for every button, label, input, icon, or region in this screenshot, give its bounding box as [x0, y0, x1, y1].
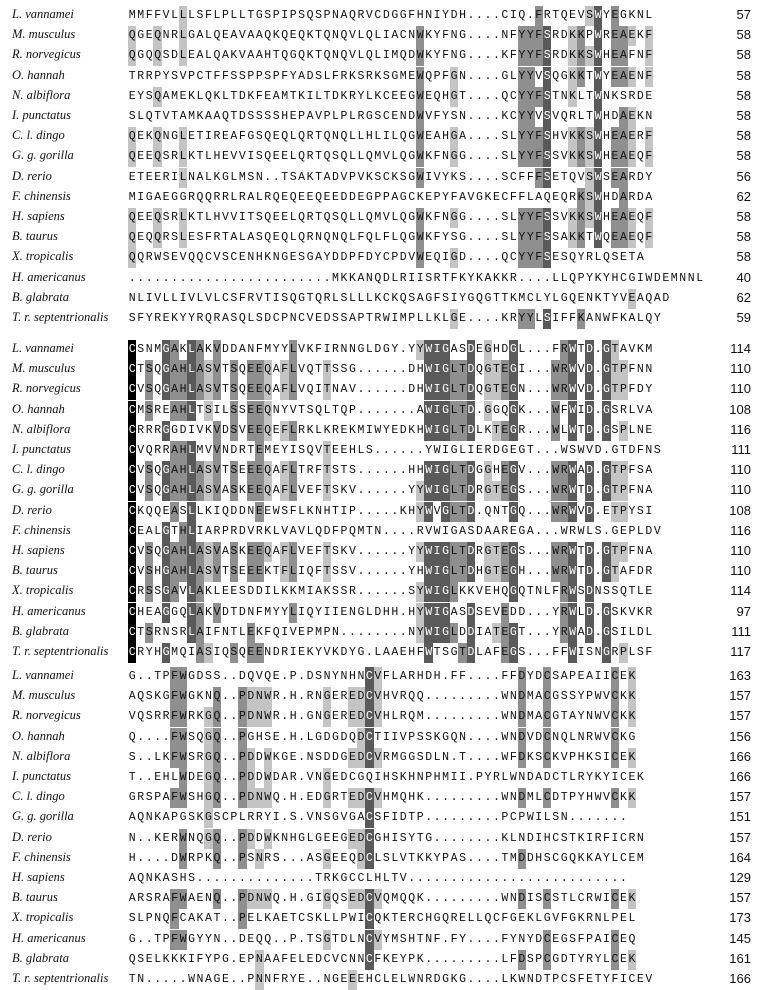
species-name: F. chinensis — [12, 849, 71, 864]
species-name: H. americanus — [12, 603, 86, 618]
residue-position: 58 — [736, 229, 751, 245]
species-name: F. chinensis — [12, 188, 71, 203]
residue-position: 97 — [736, 603, 751, 619]
residue-position: 111 — [731, 623, 751, 639]
residue-position: 58 — [736, 108, 751, 123]
residue-position: 58 — [736, 27, 751, 43]
residue-position: 166 — [729, 769, 751, 784]
sequence-residues: C E A L G T H L I A R P R D V R K L V A V L Q D F P Q M T N . . . . R V W I G A S D A A R E G A . . . W R W L S . G E P L D V — [128, 522, 662, 542]
species-name: D. rerio — [12, 829, 52, 844]
residue-position: 161 — [729, 950, 751, 966]
sequence-residues: A Q S K G F W G K N Q . . P D N W R . H . R N G E R E D C V H V R Q Q . . . . . . . . . W N D M A C G S S Y P W V C K K — [128, 687, 636, 707]
species-name: B. taurus — [12, 563, 58, 578]
species-name: H. americanus — [12, 269, 86, 284]
species-name: C. l. dingo — [12, 789, 65, 804]
residue-position: 58 — [736, 47, 751, 63]
species-name: L. vannamei — [12, 7, 74, 21]
alignment-row — [0, 147, 771, 167]
residue-position: 56 — [736, 168, 751, 184]
residue-position: 108 — [729, 502, 751, 518]
residue-position: 110 — [730, 462, 751, 478]
residue-position: 129 — [729, 870, 751, 885]
residue-position: 57 — [736, 7, 751, 22]
sequence-residues: C V S Q G A H L A S V A S K E E Q A F L V E F T S K V . . . . . . Y Y W I G L T D R G T E G S . . . W R W T D . G T P F N A — [128, 481, 653, 501]
alignment-row — [0, 849, 771, 869]
alignment-row — [0, 889, 771, 909]
sequence-residues: A R S R A F W A E N Q . . P D N W Q . H . G I G Q S E D C V Q M Q Q K . . . . . . . . . W N D I S C S T L C R W I C E K — [128, 889, 636, 909]
species-name: T. r. septentrionalis — [12, 644, 109, 658]
sequence-residues: G . . T P F W G Y Y N . . D E Q Q . . P . T S G T D L N C V Y M S H T N F . F Y . . . . F Y N Y D C E G S F P A I C E Q — [128, 930, 636, 950]
species-name: H. sapiens — [12, 870, 65, 884]
species-name: B. glabrata — [12, 623, 69, 638]
alignment-row — [0, 67, 771, 87]
residue-position: 157 — [729, 890, 751, 906]
sequence-residues: Q E Q Q R S L E S F R T A L A S Q E Q L Q R N Q N Q L F Q L F L Q G W K F Y S G . . . . S L Y Y F S S A K K T W Q E A E Q F — [128, 228, 653, 248]
alignment-row — [0, 380, 771, 400]
alignment-row — [0, 309, 771, 329]
alignment-row — [0, 188, 771, 208]
sequence-residues: N . . K E R W N Q G Q . . P D D W K N H G L G E E G E D C G H I S Y T G . . . . . . . . K L N D I H C S T K I R F I C R N — [128, 829, 645, 849]
residue-position: 157 — [729, 688, 751, 704]
sequence-residues: C V S Q G A H L A S V A S K E E Q A F L V E F T S K V . . . . . . Y Y W I G L T D R G T E G S . . . W R W T D . G T P F N A — [128, 542, 653, 562]
sequence-residues: C K Q Q E A S L L K I Q D D N E E W S F L K N H T I P . . . . . K H Y W V G L T D . Q N T G Q . . . W R W V D . E T P Y S I — [128, 502, 653, 522]
residue-position: 114 — [730, 583, 751, 599]
sequence-residues: C T S R N S R L A I F N T L E K F Q I V E P M P N . . . . . . . . N Y W I G L D D I A T E G T . . . Y R W A D . G S I L D L — [128, 623, 653, 643]
species-name: T. r. septentrionalis — [12, 310, 109, 324]
alignment-row — [0, 788, 771, 808]
sequence-residues: Q . . . . F W S Q G Q . . P G H S E . H . L G D G D Q D C T I I V P S S K G Q N . . . . W N D V D C N Q L N R W V C K G — [128, 728, 636, 748]
alignment-row — [0, 87, 771, 107]
species-name: O. hannah — [12, 67, 65, 82]
species-name: I. punctatus — [12, 108, 72, 122]
alignment-row — [0, 707, 771, 727]
sequence-residues: V Q S R R F W R K G Q . . P D N W R . H . G N G E R E D C V H L R Q M . . . . . . . . . W N D M A C G T A Y N W V C K K — [128, 707, 636, 727]
alignment-row — [0, 46, 771, 66]
species-name: M. musculus — [12, 361, 76, 376]
alignment-row — [0, 289, 771, 309]
sequence-residues: C S N M G A K L A K V D D A N F M Y Y L V K F I R N N G L D G Y . Y Y W I G A S D E G H D G L . . . F R W T D . G T A V K M — [128, 340, 653, 360]
alignment-row — [0, 808, 771, 828]
alignment-row — [0, 208, 771, 228]
sequence-residues: Q E E Q S R L K T L H E V V I S Q E E L Q R T Q S Q L L Q M V L Q G W K F N G G . . . . S L Y Y F S S V K K S W H E A E Q F — [128, 147, 653, 167]
sequence-residues: C V S Q G A H L A S V T S Q E E Q A F L V Q I T N A V . . . . . . D H W I G L T D Q G T E G N . . . W R W V D . G T P F D Y — [128, 380, 653, 400]
species-name: R. norvegicus — [12, 47, 81, 62]
alignment-row — [0, 728, 771, 748]
alignment-row — [0, 603, 771, 623]
residue-position: 116 — [730, 421, 751, 437]
sequence-residues: C H E A G G Q L A K V D T D N F M Y Y L I Q Y I I E N G L D H H . H Y W I G A S D S E V E D D . . . Y R W L D . G S K V K R — [128, 603, 653, 623]
alignment-row — [0, 269, 771, 289]
sequence-residues: H . . . . D W R P K Q . . P S N R S . . . A S G E E Q D C L S L V T K K Y P A S . . . . T M D D H S C G Q K K A Y L C E M — [128, 849, 645, 869]
residue-position: 40 — [736, 269, 751, 285]
sequence-residues: C M S R E A H L T S I L S S E E Q N Y V T S Q L T Q P . . . . . . . A W I G L T D . G G Q G K . . . W F W I D . G S R L V A — [128, 401, 653, 421]
residue-position: 58 — [736, 67, 751, 83]
residue-position: 58 — [736, 128, 751, 144]
alignment-row — [0, 401, 771, 421]
alignment-row — [0, 461, 771, 481]
sequence-residues: Q G E Q N R L G A L Q E A V A A Q K Q E Q K T Q N Q V L Q L I A C N W K Y F N G . . . . N F Y Y F S R D K K P W R E A E K F — [128, 26, 653, 46]
sequence-residues: Q Q R W S E V Q Q C V S C E N H K N G E S G A Y D D P F D Y C P D V W E Q I G D . . . . Q C Y Y F S E S Q Y R L Q S E T A — [128, 248, 645, 268]
sequence-residues: Q S E L K K K I F Y P G . E P N A A F E L E D C V C N N C F K E Y P K . . . . . . . . . L F D S P C G D T Y R Y L C E K — [128, 950, 636, 970]
species-name: G. g. gorilla — [12, 148, 74, 163]
residue-position: 58 — [736, 249, 751, 265]
residue-position: 110 — [730, 482, 751, 498]
species-name: X. tropicalis — [12, 910, 74, 925]
alignment-row — [0, 248, 771, 268]
species-name: F. chinensis — [12, 522, 71, 537]
species-name: B. glabrata — [12, 289, 69, 304]
residue-position: 116 — [730, 522, 751, 538]
alignment-row — [0, 502, 771, 522]
sequence-residues: Q E K Q N G L E T I R E A F G S Q E Q L Q R T Q N Q L L H L I L Q G W E A H G A . . . . S L Y Y F S H V K K S W H E A E R F — [128, 127, 653, 147]
sequence-residues: E Y S Q A M E K L Q K L T D K F E A M T K I L T D K R Y L K C E E G W E Q H G T . . . . Q C Y Y F S T N K L T W N K S R D E — [128, 87, 653, 107]
residue-position: 111 — [731, 442, 751, 457]
sequence-residues: C R Y H G M Q I A S I Q S Q E E N D R I E K Y V K D Y G . L A A E H F W T S G T D L A F E G S . . . F F W I S N G R P L S F — [128, 643, 653, 663]
residue-position: 157 — [729, 829, 751, 845]
residue-position: 110 — [730, 543, 751, 558]
residue-position: 62 — [736, 289, 751, 305]
sequence-residues: S . . L K F W S R G Q . . P D D W K G E . N S D D G E D C V R M G G S D L N . T . . . . W F D K S C K V P H K S I C E K — [128, 748, 636, 768]
species-name: B. taurus — [12, 229, 58, 244]
species-name: D. rerio — [12, 502, 52, 517]
species-name: R. norvegicus — [12, 708, 81, 723]
species-name: M. musculus — [12, 27, 76, 42]
alignment-row — [0, 909, 771, 929]
species-name: L. vannamei — [12, 341, 74, 355]
alignment-row — [0, 360, 771, 380]
sequence-residues: T N . . . . . W N A G E . . P N N F R Y E . . N G E E E H C L E L W N R D G K G . . . . L K W N D T P C S F E T Y F I C E V — [128, 970, 653, 990]
alignment-row — [0, 829, 771, 849]
species-name: N. albiflora — [12, 87, 71, 102]
sequence-residues: M M F F V L L L S F L P L L T G S P I P S Q S P N A Q R V C D G G F H N I Y D H . . . . C I Q . F R T Q E V S W Y E G K N L — [128, 6, 653, 26]
alignment-row — [0, 522, 771, 542]
alignment-row — [0, 481, 771, 501]
residue-position: 58 — [736, 87, 751, 103]
alignment-row — [0, 107, 771, 127]
residue-position: 151 — [729, 809, 751, 825]
species-name: N. albiflora — [12, 421, 71, 436]
alignment-row — [0, 562, 771, 582]
sequence-residues: S L P N Q F C A K A T . . P E L K A E T C S K L L P W I C Q K T E R C H G Q R E L L Q C F G E K L G V F G K R N L P E L — [128, 909, 636, 929]
species-name: G. g. gorilla — [12, 482, 74, 497]
species-name: I. punctatus — [12, 769, 72, 783]
species-name: L. vannamei — [12, 668, 74, 682]
sequence-residues: Q E E Q S R L K T L H V V I T S Q E E L Q R T Q S Q L L Q M V L Q G W K F N G G . . . . S L Y Y F S S V K K S W H E A E Q F — [128, 208, 653, 228]
alignment-row — [0, 623, 771, 643]
residue-position: 117 — [730, 644, 751, 659]
residue-position: 110 — [730, 381, 751, 397]
alignment-row — [0, 26, 771, 46]
residue-position: 62 — [736, 188, 751, 204]
sequence-residues: G R S P A F W S H G Q . . P D N W Q . H . E D G R T E D C V H M Q H K . . . . . . . . . W N D M L C D T P Y H W V C K K — [128, 788, 636, 808]
residue-position: 166 — [729, 971, 751, 986]
sequence-residues: A Q N K A S H S . . . . . . . . . . . . . . T R K G C C L H L T V . . . . . . . . . . . . . . . . . . . . . . . . . . — [128, 872, 627, 885]
alignment-row — [0, 950, 771, 970]
alignment-row — [0, 542, 771, 562]
alignment-row — [0, 340, 771, 360]
residue-position: 59 — [736, 310, 751, 325]
residue-position: 173 — [729, 910, 751, 926]
sequence-residues: S L Q T V T A M K A A Q T D S S S S H E P A V P L P L R G S C E N D W V F Y S N . . . . K C Y Y V S V Q R L T W H D A E K N — [128, 107, 653, 127]
sequence-residues: M I G A E G G R Q Q R R L R A L R Q E Q E E Q E E D D E G P P A G C K E P Y F A V G K E C F F L A Q E Q R K S W H D A R D A — [128, 188, 653, 208]
alignment-row — [0, 127, 771, 147]
residue-position: 108 — [729, 401, 751, 417]
sequence-residues: E T E E R I L N A L K G L M S N . . T S A K T A D V P V K S C K S G W I V Y K S . . . . S C F F F S E T Q V S W S E A R D Y — [128, 168, 653, 188]
residue-position: 145 — [729, 930, 751, 946]
alignment-row — [0, 421, 771, 441]
species-name: T. r. septentrionalis — [12, 971, 109, 985]
sequence-residues: . . . . . . . . . . . . . . . . . . . . . . . . M K K A N Q D L R I I S R T F K Y K A K K R . . . . L L Q P Y K Y H C G I W D E M N N L — [128, 271, 704, 285]
species-name: N. albiflora — [12, 748, 71, 763]
species-name: B. glabrata — [12, 950, 69, 965]
alignment-row — [0, 667, 771, 687]
sequence-residues: T . . E H L W D E G Q . . P D D W D A R . V N G E D C G Q I H S K H N P H M I I . P Y R L W N D A D C T L R Y K Y I C E K — [128, 768, 645, 788]
sequence-residues: Q G Q Q S D L E A L Q A K V A A H T Q G Q K T Q N Q V L Q L I M Q D W K Y F N G . . . . K F Y Y F S R D K K S W H E A F N F — [128, 46, 653, 66]
species-name: O. hannah — [12, 728, 65, 743]
sequence-residues: C V Q R R A H L M V V N D R T E M E Y I S Q V T E E H L S . . . . . . Y W I G L I E R D G E G T . . . W S W V D . G T D F N S — [128, 441, 662, 461]
sequence-residues: C V S H G A H L A S V T S E E E K T F L I Q F T S S V . . . . . . Y H W I G L T D H G T E G H . . . W R W T D . G T A F D R — [128, 562, 653, 582]
species-name: O. hannah — [12, 401, 65, 416]
sequence-residues: A Q N K A P G S K G S C P L R R Y I . S . V N S G V G A C S F I D T P . . . . . . . . . P C P W I L S N . . . . . . . — [128, 808, 628, 828]
residue-position: 58 — [736, 148, 751, 164]
alignment-row — [0, 441, 771, 461]
sequence-residues: N L I V L L I V L V L C S F R V T I S Q G T Q R L S L L L K C K Q S A G F S I Y G Q G T T K M C L Y L G Q E N K T Y V E A Q A D — [128, 289, 670, 309]
species-name: R. norvegicus — [12, 381, 81, 396]
species-name: M. musculus — [12, 688, 76, 703]
residue-position: 166 — [729, 748, 751, 764]
species-name: H. sapiens — [12, 543, 65, 557]
residue-position: 114 — [730, 341, 751, 356]
alignment-row — [0, 168, 771, 188]
species-name: X. tropicalis — [12, 583, 74, 598]
species-name: B. taurus — [12, 890, 58, 905]
alignment-row — [0, 748, 771, 768]
species-name: C. l. dingo — [12, 462, 65, 477]
alignment-row — [0, 6, 771, 26]
sequence-residues: T R R P Y S V P C T F F S S P P S P F Y A D S L F R K S R K S G M E W Q P F G N . . . . G L Y Y V S Q G K K T W Y E A E N F — [128, 67, 653, 87]
species-name: G. g. gorilla — [12, 809, 74, 824]
species-name: D. rerio — [12, 168, 52, 183]
alignment-row — [0, 970, 771, 990]
residue-position: 110 — [730, 563, 751, 579]
residue-position: 157 — [729, 789, 751, 805]
sequence-residues: S F Y R E K Y Y R Q R A S Q L S D C P N C V E D S S A P T R W I M P L L K L G E . . . . K R Y Y L S I F F K A N W F K A L Q Y — [128, 309, 662, 329]
sequence-residues: G . . T P F W G D S S . . D Q V Q E . P . D S N Y N H N C V F L A R H D H . F F . . . . F F D Y D C S A P E A I I C E K — [128, 667, 636, 687]
sequence-residues: C R S S G A V L A K L E E S D D I L K K M I A K S S R . . . . . . S Y W I G L K K V E H Q G Q T N L F R W S D N S S Q T L E — [128, 582, 653, 602]
alignment-row — [0, 643, 771, 663]
alignment-row — [0, 687, 771, 707]
alignment-row — [0, 228, 771, 248]
sequence-residues: C R R R G G D I V K V D S V E E Q E F L R K L K R E K M I W Y E D K H W I G L T D L K T E G R . . . W L W T D . G S P L N E — [128, 421, 653, 441]
alignment-row — [0, 930, 771, 950]
residue-position: 157 — [729, 708, 751, 724]
alignment-row — [0, 768, 771, 788]
alignment-row — [0, 582, 771, 602]
species-name: H. americanus — [12, 930, 86, 945]
species-name: H. sapiens — [12, 209, 65, 223]
sequence-residues: C T S Q G A H L A S V T S Q E E Q A F L V Q T T S S G . . . . . . D H W I G L T D Q G T E G I . . . W R W V D . G T P F N N — [128, 360, 653, 380]
residue-position: 58 — [736, 209, 751, 224]
residue-position: 164 — [729, 849, 751, 865]
residue-position: 156 — [729, 728, 751, 744]
residue-position: 110 — [730, 361, 751, 377]
species-name: I. punctatus — [12, 442, 72, 456]
species-name: X. tropicalis — [12, 249, 74, 264]
species-name: C. l. dingo — [12, 128, 65, 143]
sequence-residues: C V S Q G A H L A S V T S E E E Q A F L T R F T S T S . . . . . . H H W I G L T D G G H E G V . . . W R W A D . G T P F S A — [128, 461, 653, 481]
residue-position: 163 — [729, 668, 751, 683]
alignment-row — [0, 869, 771, 889]
